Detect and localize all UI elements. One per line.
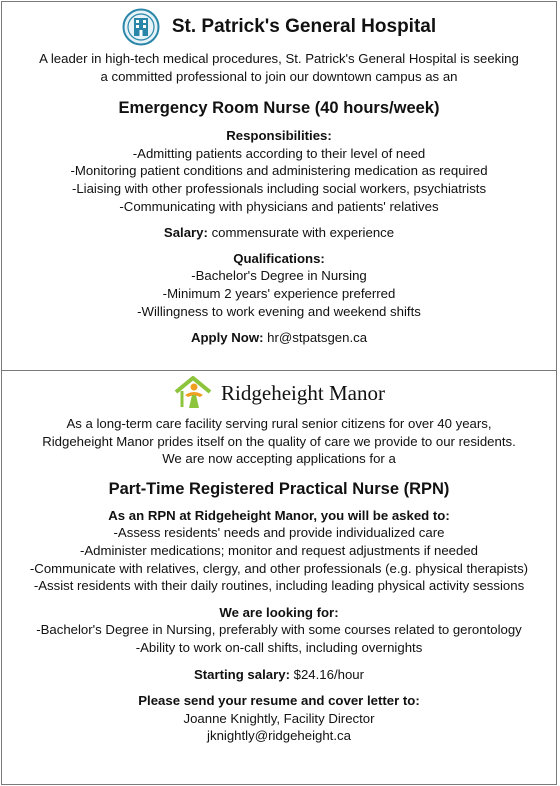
send-resume-heading: Please send your resume and cover letter to: [138,693,420,709]
list-item: -Bachelor's Degree in Nursing, preferably with some courses related to gerontology [36,622,522,638]
hospital-intro [2,50,556,85]
intro-line: A leader in high-tech medical procedures, St. Patrick's General Hospital is seeking [39,51,519,66]
salary-value: commensurate with experience [207,225,395,241]
manor-job-ad [1,370,557,785]
list-item: -Minimum 2 years' experience preferred [162,285,396,301]
list-item: -Communicate with relatives, clergy, and other professionals (e.g. physical therapists) [29,560,529,576]
list-item: -Communicating with physicians and patients' relatives [119,198,439,214]
hospital-building-icon [122,8,160,46]
hospital-position-title: Emergency Room Nurse (40 hours/week) [118,99,440,118]
list-item: -Admitting patients according to their level of need [132,145,426,161]
responsibilities-heading: Responsibilities: [226,128,332,144]
qualifications-list [2,267,556,320]
salary-label: Starting salary: [193,666,290,682]
hospital-title: St. Patrick's General Hospital [171,16,437,37]
list-item: -Ability to work on-call shifts, including overnights [135,639,423,655]
duties-heading: As an RPN at Ridgeheight Manor, you will be asked to: [108,507,450,523]
list-item: -Administer medications; monitor and request adjustments if needed [79,542,479,558]
intro-line: a committed professional to join our downtown campus as an [100,68,458,84]
apply-email[interactable]: hr@stpatsgen.ca [263,330,368,346]
looking-list [2,621,556,656]
list-item: -Assist residents with their daily routines, including leading physical activity sessions [33,578,525,594]
list-item: -Bachelor's Degree in Nursing [191,268,367,284]
salary-value: $24.16/hour [289,666,365,682]
apply-label: Apply Now: [190,330,264,346]
responsibilities-list [2,145,556,215]
list-item: -Liaising with other professionals including social workers, psychiatrists [71,180,487,196]
salary-label: Salary: [163,225,208,241]
manor-position-title: Part-Time Registered Practical Nurse (RPN) [108,479,450,498]
manor-header [2,375,556,411]
list-item: -Willingness to work evening and weekend shifts [137,303,421,319]
intro-line: As a long-term care facility serving rural senior citizens for over 40 years, [66,416,492,431]
manor-intro [2,415,556,468]
hospital-job-ad [1,1,557,371]
qualifications-heading: Qualifications: [233,250,325,266]
salary-line [2,224,556,242]
looking-heading: We are looking for: [219,604,339,620]
list-item: -Monitoring patient conditions and administering medication as required [70,163,488,179]
contact-email[interactable]: jknightly@ridgeheight.ca [207,728,351,744]
contact-name: Joanne Knightly, Facility Director [183,710,375,726]
intro-line: Ridgeheight Manor prides itself on the quality of care we provide to our residents. [42,433,516,449]
intro-line: We are now accepting applications for a [162,451,396,467]
manor-title: Ridgeheight Manor [221,380,385,405]
hospital-header [2,8,556,46]
apply-line [2,329,556,347]
starting-salary-line [2,666,556,684]
duties-list [2,524,556,594]
list-item: -Assess residents' needs and provide individualized care [113,525,445,541]
house-with-person-icon [173,375,213,411]
